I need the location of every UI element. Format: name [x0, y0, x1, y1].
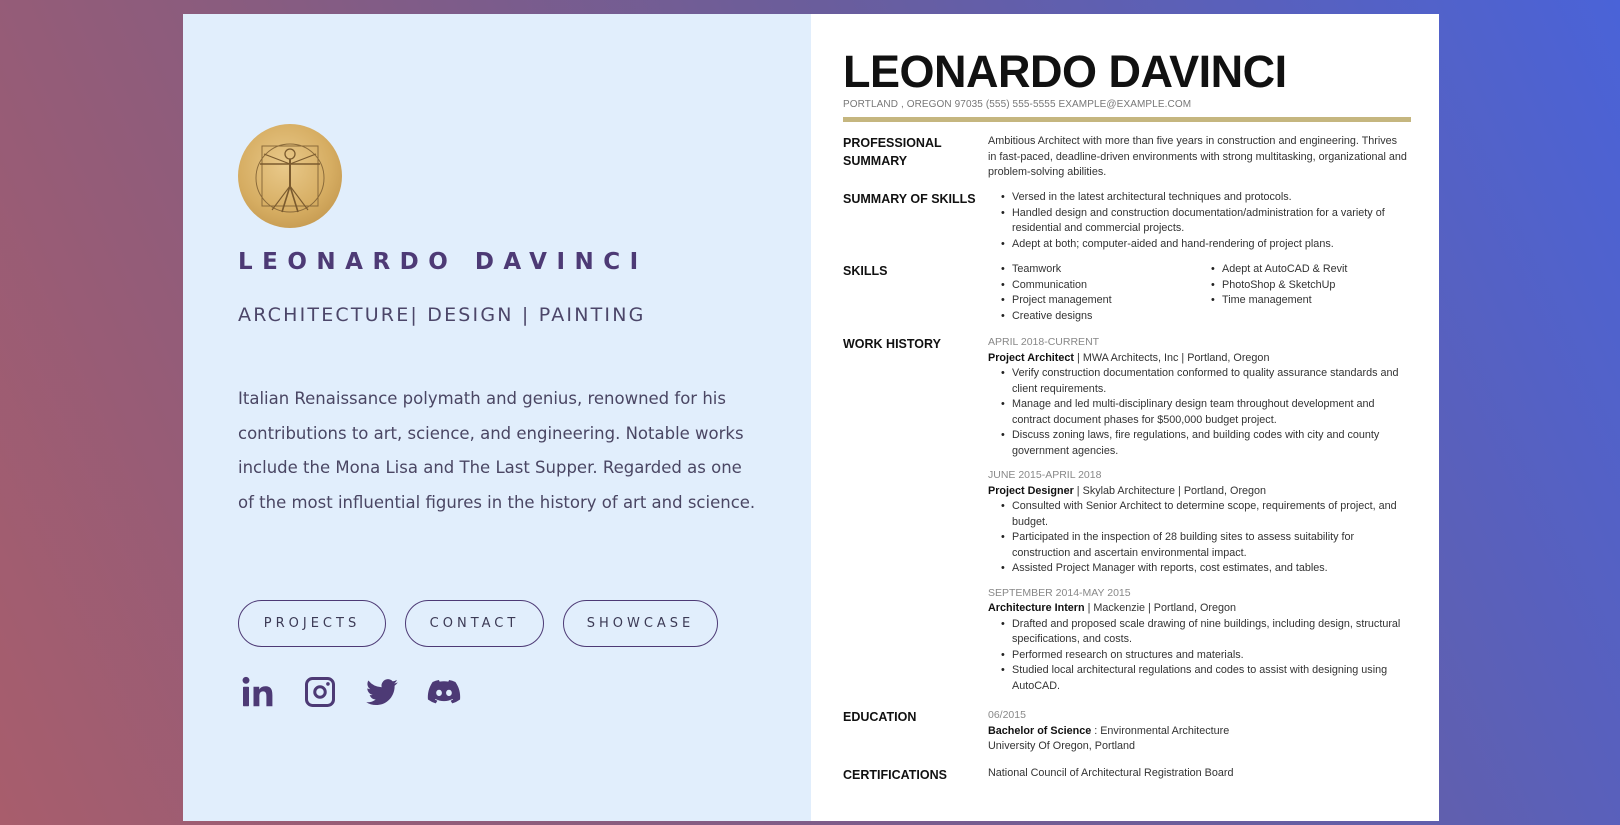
list-item: • Time management [1198, 293, 1408, 309]
job-entry [988, 586, 1408, 695]
profile-panel [183, 14, 811, 821]
skills-list [988, 262, 1408, 324]
job-role: Project Architect [988, 351, 1075, 364]
resume-divider [843, 117, 1411, 122]
social-links [238, 672, 486, 712]
list-item: • PhotoShop & SketchUp [1198, 278, 1408, 294]
showcase-button[interactable]: SHOWCASE [563, 600, 718, 647]
list-item: • Creative designs [988, 309, 1198, 325]
list-item: • Performed research on structures and materials. [988, 648, 1408, 664]
work-title: WORK HISTORY [843, 337, 941, 351]
list-item: • Drafted and proposed scale drawing of nine buildings, including design, structural specifications, and costs. [988, 617, 1408, 648]
list-item: • Assisted Project Manager with reports, cost estimates, and tables. [988, 561, 1408, 577]
work-history [988, 335, 1408, 694]
certification: National Council of Architectural Registration Board [988, 767, 1234, 779]
contact-button[interactable]: CONTACT [405, 600, 544, 647]
education-degree: Bachelor of Science [988, 724, 1092, 737]
projects-button[interactable]: PROJECTS [238, 600, 386, 647]
list-item: • Consulted with Senior Architect to determine scope, requirements of project, and budget. [988, 499, 1408, 530]
certifications-title: CERTIFICATIONS [843, 768, 947, 782]
list-item: • Adept at both; computer-aided and hand-rendering of project plans. [988, 237, 1408, 253]
job-company: | MWA Architects, Inc | Portland, Oregon [1074, 351, 1270, 364]
education [988, 708, 1408, 755]
skills-summary-title: SUMMARY OF SKILLS [843, 192, 976, 206]
skills-summary [988, 190, 1408, 252]
job-role: Architecture Intern [988, 602, 1085, 614]
job-role: Project Designer [988, 484, 1074, 497]
job-date: SEPTEMBER 2014-MAY 2015 [988, 586, 1131, 599]
job-company: | Mackenzie | Portland, Oregon [1084, 602, 1237, 614]
list-item: • Handled design and construction documentation/administration for a variety of residential and commercial projects. [988, 206, 1408, 237]
resume-panel [811, 14, 1439, 821]
list-item: • Project management [988, 293, 1198, 309]
list-item: • Verify construction documentation conformed to quality assurance standards and client requirements. [988, 366, 1408, 397]
summary-title: PROFESSIONAL SUMMARY [843, 136, 942, 168]
linkedin-icon[interactable] [238, 672, 278, 712]
profile-bio: Italian Renaissance polymath and genius, renowned for his contributions to art, science, and engineering. Notable works include the Mona Lisa and The Last Supper. Regarded as one of the most influential figures in the history of art and science. [238, 389, 756, 512]
list-item: • Communication [988, 278, 1198, 294]
summary-text: Ambitious Architect with more than five years in construction and engineering. Thrives in fast-paced, deadline-driven environments with strong multitasking, organizational and problem-solving abilities. [988, 135, 1407, 178]
discord-icon[interactable] [424, 672, 464, 712]
job-date: JUNE 2015-APRIL 2018 [988, 469, 1102, 481]
education-title: EDUCATION [843, 710, 917, 724]
profile-tagline: ARCHITECTURE| DESIGN | PAINTING [238, 304, 646, 326]
vitruvian-man-icon [238, 124, 342, 228]
profile-name: LEONARDO DAVINCI [238, 249, 648, 275]
education-date: 06/2015 [988, 709, 1026, 721]
resume-contact: PORTLAND , OREGON 97035 (555) 555-5555 EXAMPLE@EXAMPLE.COM [843, 99, 1192, 110]
list-item: • Manage and led multi-disciplinary design team throughout development and contract document phases for $500,000 budget project. [988, 397, 1408, 428]
resume-name: LEONARDO DAVINCI [843, 46, 1287, 97]
job-entry [988, 335, 1408, 459]
job-entry [988, 468, 1408, 577]
avatar [238, 124, 342, 228]
list-item: • Teamwork [988, 262, 1198, 278]
job-date: APRIL 2018-CURRENT [988, 336, 1100, 348]
job-company: | Skylab Architecture | Portland, Oregon [1073, 484, 1267, 497]
skills-title: SKILLS [843, 264, 888, 278]
education-field: : Environmental Architecture [1091, 724, 1230, 737]
education-school: University Of Oregon, Portland [988, 740, 1136, 752]
list-item: • Discuss zoning laws, fire regulations, and building codes with city and county government agencies. [988, 428, 1408, 459]
twitter-icon[interactable] [362, 672, 402, 712]
list-item: • Adept at AutoCAD & Revit [1198, 262, 1408, 278]
list-item: • Participated in the inspection of 28 building sites to assess suitability for construction and ascertain environmental impact. [988, 530, 1408, 561]
list-item: • Versed in the latest architectural techniques and protocols. [988, 190, 1408, 206]
portfolio-card [183, 14, 1439, 821]
list-item: • Studied local architectural regulations and codes to assist with designing using AutoCAD. [988, 663, 1408, 694]
instagram-icon[interactable] [300, 672, 340, 712]
action-buttons [238, 600, 737, 647]
